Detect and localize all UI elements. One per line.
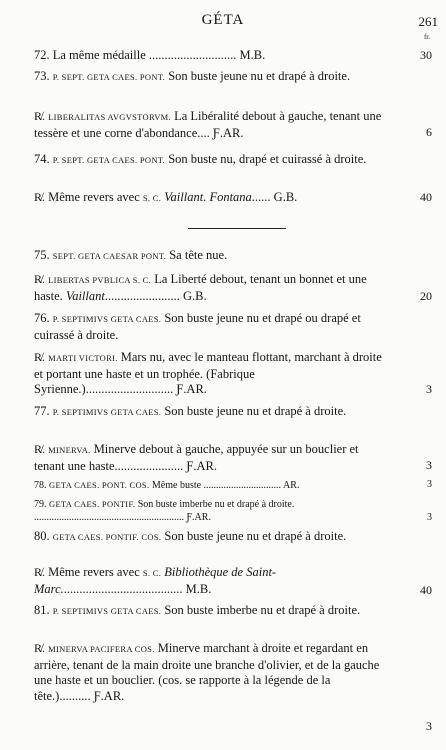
value-78: 3 — [427, 479, 432, 490]
value-72: 30 — [420, 48, 432, 62]
entry-77: 77. P. SEPTIMIVS GETA CAES. Son buste jeune nu et drapé à droite. — [34, 404, 347, 418]
entry-76-reverse: R̸. MARTI VICTORI. Mars nu, avec le manteau flottant, marchant à droite et portant une haste et un trophée. (Fabrique Syrienne.)............................ Ƒ.AR. — [34, 350, 382, 396]
value-81: 3 — [426, 719, 432, 733]
value-75: 20 — [420, 289, 432, 303]
entry-81-reverse: R̸. MINERVA PACIFERA COS. Minerve marchant à droite et regardant en arrière, tenant de la main droite une branche d'olivier, et de la gauche une haste et un bouclier. (cos. se rapporte à la légende de la tête.).......... Ƒ.AR. — [34, 641, 380, 703]
entry-75: 75. SEPT. GETA CAESAR PONT. Sa tête nue. — [34, 248, 228, 262]
entry-73: 73. P. SEPT. GETA CAES. PONT. Son buste jeune nu et drapé à droite. — [34, 69, 351, 83]
page-number: 261 — [418, 14, 438, 29]
entry-80-reverse: R̸. Même revers avec S. C. Bibliothèque de Saint-Marc....................................... M.B. — [34, 565, 277, 596]
entry-81: 81. P. SEPTIMIVS GETA CAES. Son buste imberbe nu et drapé à droite. — [34, 603, 361, 617]
entry-75-reverse: R̸. LIBERTAS PVBLICA S. C. La Liberté debout, tenant un bonnet et une haste. Vaillant........................ G.B. — [34, 272, 367, 303]
entry-79: 79. GETA CAES. PONTIF. Son buste imberbe nu et drapé à droite. ............................................................ Ƒ.AR. — [34, 499, 295, 523]
entry-72: 72. La même médaille ............................ M.B. — [34, 48, 266, 62]
entry-80: 80. GETA CAES. PONTIF. COS. Son buste jeune nu et drapé à droite. — [34, 529, 347, 543]
running-title: GÉTA — [201, 12, 245, 28]
entry-78: 78. GETA CAES. PONT. COS. Même buste ............................... AR. — [34, 480, 300, 491]
value-74: 40 — [420, 190, 432, 204]
value-79: 3 — [427, 512, 432, 523]
entry-73-reverse: R̸. LIBERALITAS AVGVSTORVM. La Libéralité debout à gauche, tenant une tessère et une corne d'abondance.... Ƒ.AR. — [34, 109, 382, 140]
section-divider — [188, 228, 286, 229]
value-76: 3 — [426, 382, 432, 396]
value-unit: fr. — [423, 33, 430, 41]
entry-76: 76. P. SEPTIMIVS GETA CAES. Son buste jeune nu et drapé ou drapé et cuirassé à droite. — [34, 311, 361, 342]
entry-74: 74. P. SEPT. GETA CAES. PONT. Son buste nu, drapé et cuirassé à droite. — [34, 152, 367, 166]
value-80: 40 — [420, 583, 432, 597]
value-73: 6 — [426, 125, 432, 139]
value-77: 3 — [426, 458, 432, 472]
entry-77-reverse: R̸. MINERVA. Minerve debout à gauche, appuyée sur un bouclier et tenant une haste...................... Ƒ.AR. — [34, 442, 359, 473]
entry-74-reverse: R̸. Même revers avec S. C. Vaillant. Fontana...... G.B. — [34, 190, 298, 204]
